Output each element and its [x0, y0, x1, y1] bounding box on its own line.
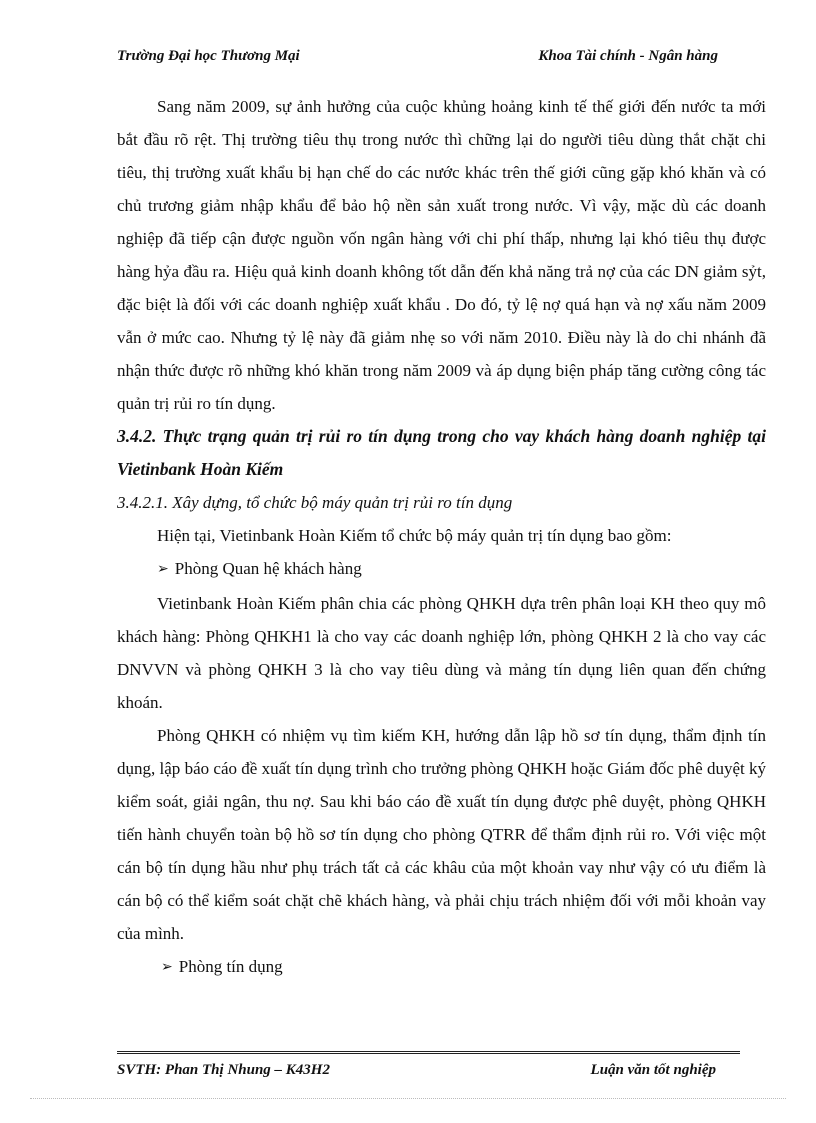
bullet-label: Phòng Quan hệ khách hàng — [174, 559, 362, 578]
bullet-label: Phòng tín dụng — [178, 957, 283, 976]
bullet-credit-department — [117, 950, 766, 985]
page-footer — [117, 1062, 716, 1079]
section-heading-3-4-2: 3.4.2. Thực trạng quản trị rủi ro tín dụng trong cho vay khách hàng doanh nghiệp tại Vietinbank Hoàn Kiếm — [117, 426, 766, 479]
arrow-bullet-icon: ➢ — [161, 960, 173, 975]
paragraph-2009-impact: Sang năm 2009, sự ảnh hưởng của cuộc khủng hoảng kinh tế thế giới đến nước ta mới bắt đầu rõ rệt. Thị trường tiêu thụ trong nước thì chững lại do người tiêu dùng thắt chặt chi tiêu, thị trường xuất khẩu bị hạn chế do các nước khác trên thế giới cũng gặp khó khăn và có chủ trương giảm nhập khẩu để bảo hộ nền sản xuất trong nước. Vì vậy, mặc dù các doanh nghiệp đã tiếp cận được nguồn vốn ngân hàng với chi phí thấp, nhưng lại khó tiêu thụ được hàng hỷa đầu ra. Hiệu quả kinh doanh không tốt dẫn đến khả năng trả nợ của các DN giảm sỷt, đặc biệt là đối với các doanh nghiệp xuất khẩu . Do đó, tỷ lệ nợ quá hạn và nợ xấu năm 2009 vẫn ở mức cao. Nhưng tỷ lệ này đã giảm nhẹ so với năm 2010. Điều này là do chi nhánh đã nhận thức được rõ những khó khăn trong năm 2009 và áp dụng biện pháp tăng cường công tác quản trị rủi ro tín dụng. — [117, 97, 766, 413]
page-bottom-dotted-line — [30, 1098, 786, 1099]
paragraph-organization: Hiện tại, Vietinbank Hoàn Kiếm tổ chức bộ máy quản trị tín dụng bao gồm: — [157, 526, 672, 545]
page-header — [117, 48, 718, 65]
paragraph-qhkh-division: Vietinbank Hoàn Kiếm phân chia các phòng QHKH dựa trên phân loại KH theo quy mô khách hàng: Phòng QHKH1 là cho vay các doanh nghiệp lớn, phòng QHKH 2 là cho vay các DNVVN và phòng QHKH 3 là cho vay tiêu dùng và mảng tín dụng liên quan đến chứng khoán. — [117, 594, 766, 712]
footer-student: SVTH: Phan Thị Nhung – K43H2 — [117, 1062, 330, 1078]
bullet-customer-relations — [117, 552, 766, 587]
footer-thesis-label: Luận văn tốt nghiệp — [590, 1062, 716, 1078]
header-school: Trường Đại học Thương Mại — [117, 48, 300, 64]
paragraph-qhkh-duties: Phòng QHKH có nhiệm vụ tìm kiếm KH, hướng dẫn lập hồ sơ tín dụng, thẩm định tín dụng, lập báo cáo đề xuất tín dụng trình cho trưởng phòng QHKH hoặc Giám đốc phê duyệt ký kiểm soát, giải ngân, thu nợ. Sau khi báo cáo đề xuất tín dụng được phê duyệt, phòng QHKH tiến hành chuyển toàn bộ hồ sơ tín dụng cho phòng QTRR để thẩm định rủi ro. Với việc một cán bộ tín dụng hầu như phụ trách tất cả các khâu của một khoản vay như vậy có ưu điểm là cán bộ có thể kiểm soát chặt chẽ khách hàng, và phải chịu trách nhiệm đối với mỗi khoản vay của mình. — [117, 726, 766, 943]
subsection-heading-3-4-2-1: 3.4.2.1. Xây dựng, tổ chức bộ máy quản trị rủi ro tín dụng — [117, 493, 513, 512]
page-content — [117, 90, 766, 985]
header-faculty: Khoa Tài chính - Ngân hàng — [538, 48, 718, 64]
footer-divider — [117, 1051, 740, 1057]
arrow-bullet-icon: ➢ — [157, 562, 169, 577]
